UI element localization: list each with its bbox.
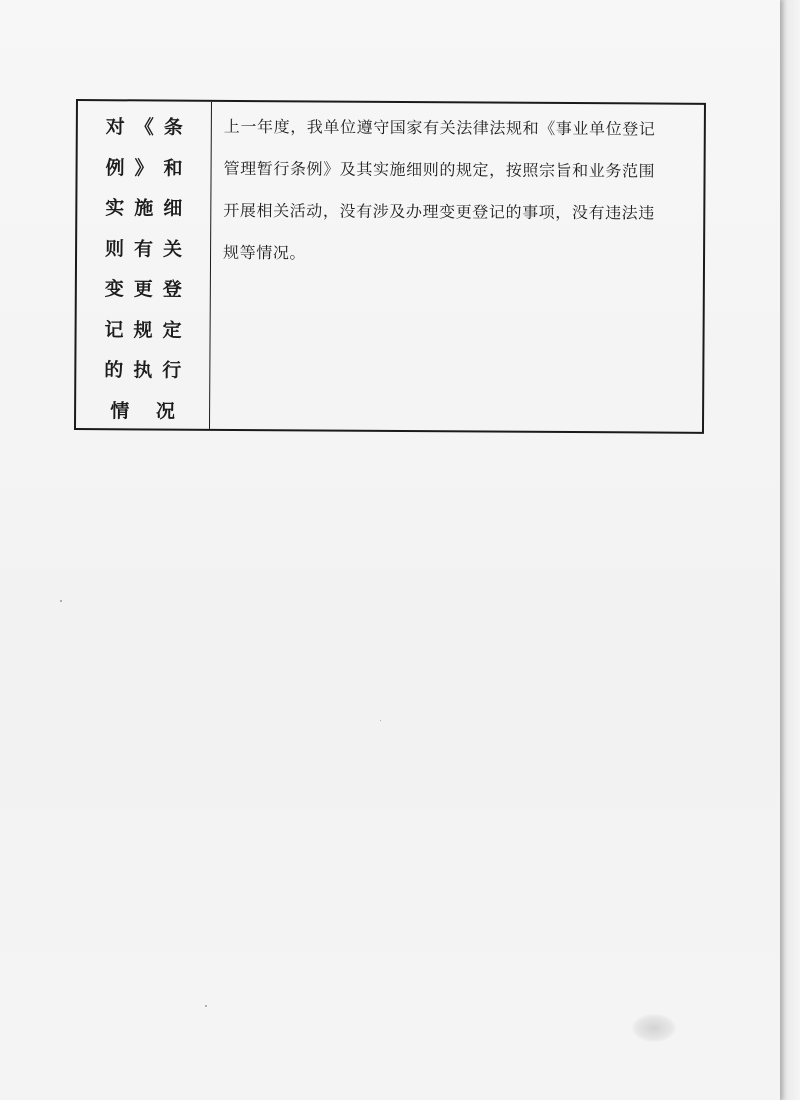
execution-report-table [74, 99, 706, 434]
paper-speck [380, 720, 381, 721]
content-cell [210, 102, 704, 432]
content-line: 开展相关活动，没有涉及办理变更登记的事项，没有违法违 [223, 200, 655, 223]
content-line: 管理暂行条例》及其实施细则的规定，按照宗旨和业务范围 [223, 158, 656, 181]
content-line: 规等情况。 [223, 242, 307, 263]
label-cell [76, 101, 212, 429]
paper-speck [205, 1005, 207, 1007]
label-line: 记规定 [104, 318, 192, 342]
page-edge-shadow [780, 0, 800, 1100]
label-line: 变更登 [104, 278, 192, 301]
label-line: 则有关 [105, 237, 193, 261]
paper-speck [60, 600, 62, 602]
label-line: 情 况 [110, 399, 185, 423]
label-line: 实施细 [105, 197, 193, 220]
label-line: 的执行 [104, 359, 192, 382]
label-line: 对《条 [105, 116, 193, 139]
content-line: 上一年度，我单位遵守国家有关法律法规和《事业单位登记 [223, 116, 656, 139]
paper-stain [632, 1014, 676, 1042]
label-line: 例》和 [105, 156, 193, 180]
